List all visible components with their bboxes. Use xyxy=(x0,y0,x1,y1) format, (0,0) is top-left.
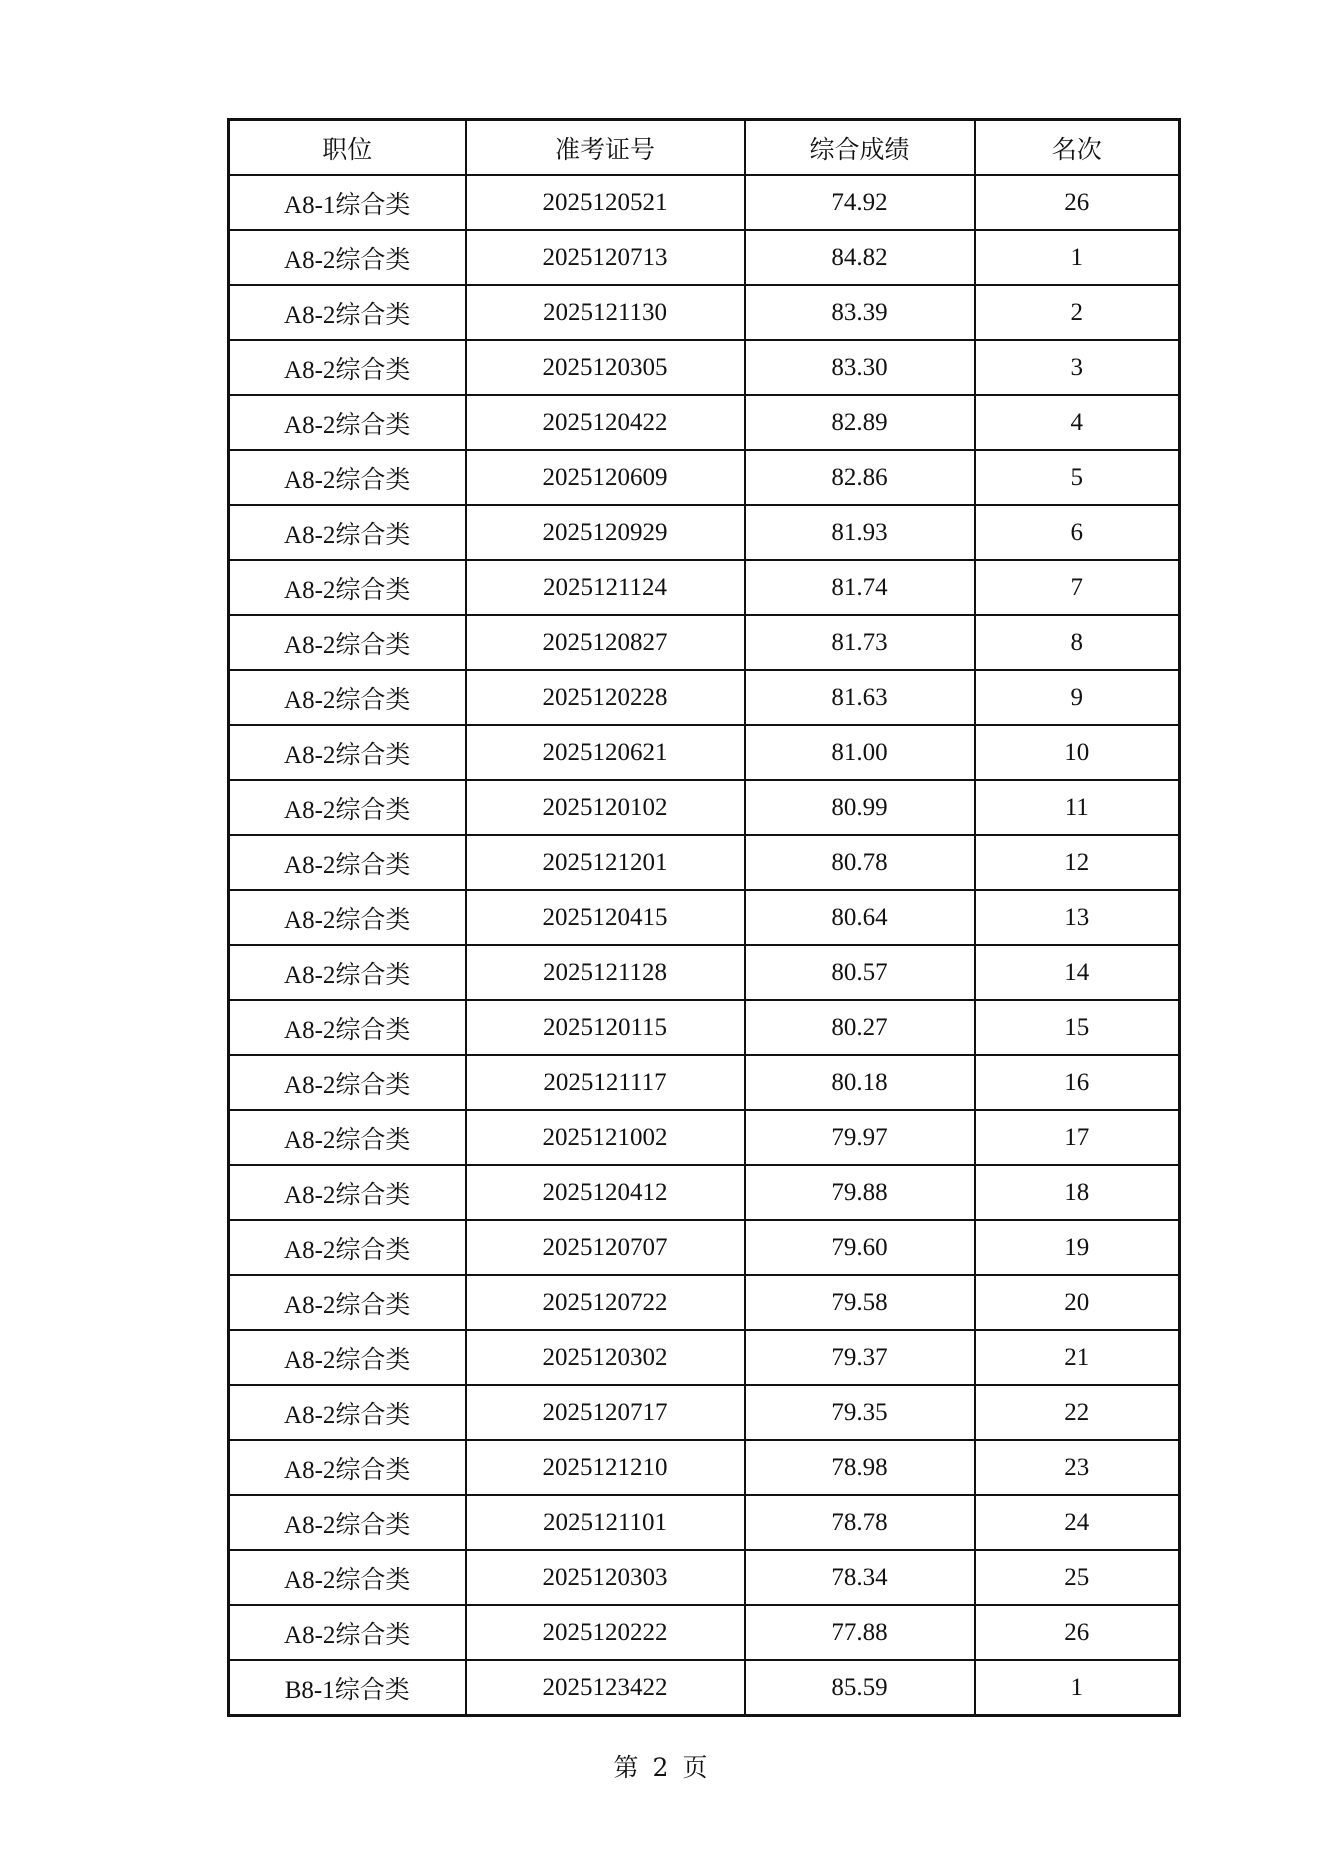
table-row xyxy=(229,1440,1180,1495)
cell-exam-number: 2025120228 xyxy=(466,670,745,725)
cell-total-score: 83.30 xyxy=(745,340,975,395)
cell-position: A8-2综合类 xyxy=(229,340,466,395)
score-table xyxy=(227,118,1181,1717)
cell-exam-number: 2025121128 xyxy=(466,945,745,1000)
cell-rank: 21 xyxy=(975,1330,1180,1385)
cell-position: A8-2综合类 xyxy=(229,1055,466,1110)
cell-exam-number: 2025121124 xyxy=(466,560,745,615)
table-row xyxy=(229,1550,1180,1605)
cell-exam-number: 2025120609 xyxy=(466,450,745,505)
cell-total-score: 79.88 xyxy=(745,1165,975,1220)
table-row xyxy=(229,615,1180,670)
cell-rank: 23 xyxy=(975,1440,1180,1495)
header-row xyxy=(229,120,1180,176)
cell-rank: 26 xyxy=(975,175,1180,230)
cell-rank: 5 xyxy=(975,450,1180,505)
table-row xyxy=(229,230,1180,285)
cell-total-score: 80.99 xyxy=(745,780,975,835)
cell-exam-number: 2025120521 xyxy=(466,175,745,230)
cell-total-score: 80.64 xyxy=(745,890,975,945)
cell-rank: 12 xyxy=(975,835,1180,890)
cell-total-score: 84.82 xyxy=(745,230,975,285)
cell-exam-number: 2025121130 xyxy=(466,285,745,340)
table-row xyxy=(229,835,1180,890)
cell-rank: 16 xyxy=(975,1055,1180,1110)
cell-total-score: 81.73 xyxy=(745,615,975,670)
cell-rank: 24 xyxy=(975,1495,1180,1550)
cell-exam-number: 2025120422 xyxy=(466,395,745,450)
table-row xyxy=(229,1000,1180,1055)
cell-total-score: 79.97 xyxy=(745,1110,975,1165)
cell-position: A8-2综合类 xyxy=(229,945,466,1000)
table-row xyxy=(229,175,1180,230)
cell-exam-number: 2025120929 xyxy=(466,505,745,560)
cell-rank: 26 xyxy=(975,1605,1180,1660)
cell-rank: 15 xyxy=(975,1000,1180,1055)
cell-total-score: 79.58 xyxy=(745,1275,975,1330)
table-row xyxy=(229,395,1180,450)
header-rank: 名次 xyxy=(975,120,1180,176)
cell-rank: 3 xyxy=(975,340,1180,395)
cell-position: A8-2综合类 xyxy=(229,505,466,560)
header-position: 职位 xyxy=(229,120,466,176)
cell-position: A8-2综合类 xyxy=(229,1385,466,1440)
cell-position: A8-1综合类 xyxy=(229,175,466,230)
cell-exam-number: 2025120303 xyxy=(466,1550,745,1605)
cell-rank: 22 xyxy=(975,1385,1180,1440)
cell-exam-number: 2025120717 xyxy=(466,1385,745,1440)
header-exam-number: 准考证号 xyxy=(466,120,745,176)
cell-rank: 18 xyxy=(975,1165,1180,1220)
table-header xyxy=(229,120,1180,176)
cell-rank: 11 xyxy=(975,780,1180,835)
cell-rank: 20 xyxy=(975,1275,1180,1330)
cell-rank: 25 xyxy=(975,1550,1180,1605)
cell-rank: 7 xyxy=(975,560,1180,615)
cell-exam-number: 2025120722 xyxy=(466,1275,745,1330)
cell-exam-number: 2025120102 xyxy=(466,780,745,835)
cell-exam-number: 2025120302 xyxy=(466,1330,745,1385)
cell-rank: 14 xyxy=(975,945,1180,1000)
cell-exam-number: 2025121002 xyxy=(466,1110,745,1165)
cell-total-score: 82.86 xyxy=(745,450,975,505)
cell-total-score: 79.60 xyxy=(745,1220,975,1275)
cell-total-score: 83.39 xyxy=(745,285,975,340)
table-row xyxy=(229,450,1180,505)
cell-position: A8-2综合类 xyxy=(229,450,466,505)
cell-exam-number: 2025120115 xyxy=(466,1000,745,1055)
cell-rank: 9 xyxy=(975,670,1180,725)
table-row xyxy=(229,1330,1180,1385)
table-row xyxy=(229,1055,1180,1110)
cell-total-score: 80.27 xyxy=(745,1000,975,1055)
cell-position: A8-2综合类 xyxy=(229,890,466,945)
table-row xyxy=(229,1165,1180,1220)
cell-position: A8-2综合类 xyxy=(229,1165,466,1220)
table-row xyxy=(229,890,1180,945)
cell-position: A8-2综合类 xyxy=(229,615,466,670)
cell-position: A8-2综合类 xyxy=(229,725,466,780)
cell-total-score: 79.35 xyxy=(745,1385,975,1440)
cell-rank: 13 xyxy=(975,890,1180,945)
cell-total-score: 80.57 xyxy=(745,945,975,1000)
cell-position: A8-2综合类 xyxy=(229,230,466,285)
table-row xyxy=(229,1385,1180,1440)
cell-total-score: 79.37 xyxy=(745,1330,975,1385)
cell-exam-number: 2025120305 xyxy=(466,340,745,395)
cell-rank: 2 xyxy=(975,285,1180,340)
table-row xyxy=(229,285,1180,340)
cell-position: A8-2综合类 xyxy=(229,780,466,835)
cell-total-score: 81.93 xyxy=(745,505,975,560)
cell-position: A8-2综合类 xyxy=(229,1440,466,1495)
cell-total-score: 80.18 xyxy=(745,1055,975,1110)
table-row xyxy=(229,670,1180,725)
table-row xyxy=(229,945,1180,1000)
table-row xyxy=(229,560,1180,615)
cell-total-score: 78.78 xyxy=(745,1495,975,1550)
cell-position: A8-2综合类 xyxy=(229,560,466,615)
cell-exam-number: 2025120713 xyxy=(466,230,745,285)
page-footer-suffix: 页 xyxy=(682,1753,710,1782)
cell-exam-number: 2025120827 xyxy=(466,615,745,670)
page-footer-prefix: 第 xyxy=(613,1753,641,1782)
table-body xyxy=(229,175,1180,1716)
cell-total-score: 81.00 xyxy=(745,725,975,780)
cell-position: A8-2综合类 xyxy=(229,1550,466,1605)
cell-exam-number: 2025120621 xyxy=(466,725,745,780)
cell-rank: 10 xyxy=(975,725,1180,780)
table-row xyxy=(229,725,1180,780)
cell-total-score: 81.74 xyxy=(745,560,975,615)
page-number: 2 xyxy=(652,1753,671,1782)
cell-position: A8-2综合类 xyxy=(229,1330,466,1385)
table-row xyxy=(229,1660,1180,1716)
cell-total-score: 78.34 xyxy=(745,1550,975,1605)
cell-exam-number: 2025121201 xyxy=(466,835,745,890)
cell-position: A8-2综合类 xyxy=(229,1275,466,1330)
cell-position: A8-2综合类 xyxy=(229,1495,466,1550)
cell-total-score: 80.78 xyxy=(745,835,975,890)
cell-total-score: 74.92 xyxy=(745,175,975,230)
cell-rank: 4 xyxy=(975,395,1180,450)
table-row xyxy=(229,1495,1180,1550)
cell-exam-number: 2025121101 xyxy=(466,1495,745,1550)
cell-exam-number: 2025121117 xyxy=(466,1055,745,1110)
cell-total-score: 77.88 xyxy=(745,1605,975,1660)
cell-position: A8-2综合类 xyxy=(229,670,466,725)
cell-position: A8-2综合类 xyxy=(229,395,466,450)
table-row xyxy=(229,780,1180,835)
cell-position: A8-2综合类 xyxy=(229,285,466,340)
cell-position: A8-2综合类 xyxy=(229,835,466,890)
cell-rank: 19 xyxy=(975,1220,1180,1275)
cell-exam-number: 2025120412 xyxy=(466,1165,745,1220)
cell-position: A8-2综合类 xyxy=(229,1605,466,1660)
table-row xyxy=(229,340,1180,395)
cell-rank: 8 xyxy=(975,615,1180,670)
table-row xyxy=(229,505,1180,560)
cell-exam-number: 2025120415 xyxy=(466,890,745,945)
page-footer xyxy=(0,1748,1323,1784)
cell-rank: 1 xyxy=(975,1660,1180,1716)
cell-exam-number: 2025120707 xyxy=(466,1220,745,1275)
cell-total-score: 82.89 xyxy=(745,395,975,450)
cell-rank: 6 xyxy=(975,505,1180,560)
cell-exam-number: 2025120222 xyxy=(466,1605,745,1660)
table-row xyxy=(229,1110,1180,1165)
table-row xyxy=(229,1220,1180,1275)
table-row xyxy=(229,1275,1180,1330)
cell-position: A8-2综合类 xyxy=(229,1220,466,1275)
cell-rank: 1 xyxy=(975,230,1180,285)
header-total-score: 综合成绩 xyxy=(745,120,975,176)
table-row xyxy=(229,1605,1180,1660)
cell-exam-number: 2025123422 xyxy=(466,1660,745,1716)
cell-position: A8-2综合类 xyxy=(229,1110,466,1165)
cell-position: B8-1综合类 xyxy=(229,1660,466,1716)
cell-rank: 17 xyxy=(975,1110,1180,1165)
cell-total-score: 81.63 xyxy=(745,670,975,725)
cell-total-score: 85.59 xyxy=(745,1660,975,1716)
cell-position: A8-2综合类 xyxy=(229,1000,466,1055)
cell-exam-number: 2025121210 xyxy=(466,1440,745,1495)
cell-total-score: 78.98 xyxy=(745,1440,975,1495)
